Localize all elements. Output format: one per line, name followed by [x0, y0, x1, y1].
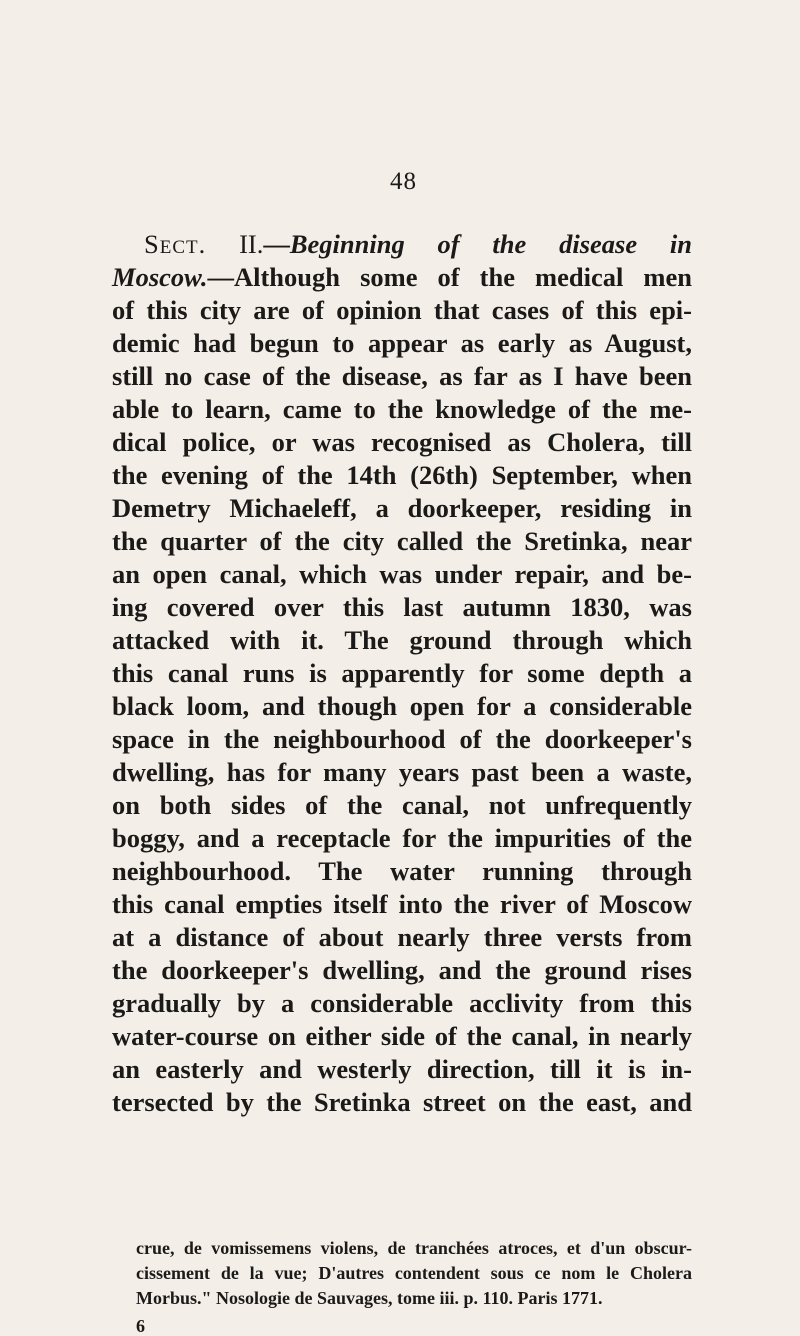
text-line: this canal empties itself into the river of Moscow: [112, 889, 692, 919]
text-line: neighbourhood. The water running through: [112, 856, 692, 886]
text-line: an open canal, which was under repair, and be-: [112, 559, 692, 589]
text-line: an easterly and westerly direction, till it is in-: [112, 1054, 692, 1084]
text-line: on both sides of the canal, not unfrequently: [112, 790, 692, 820]
section-title-continued: Moscow.: [112, 262, 208, 292]
text-line: at a distance of about nearly three versts from: [112, 922, 692, 952]
section-dash: —: [263, 229, 290, 259]
text-line: dical police, or was recognised as Cholera, till: [112, 427, 692, 457]
text-line: still no case of the disease, as far as I have been: [112, 361, 692, 391]
text-line: water-course on either side of the canal, in nearly: [112, 1021, 692, 1051]
text-line: [112, 261, 692, 294]
signature-mark: 6: [136, 1316, 145, 1336]
text-line: dwelling, has for many years past been a waste,: [112, 757, 692, 787]
footnote-line: crue, de vomissemens violens, de tranchées atroces, et d'un obscur-: [136, 1238, 692, 1258]
text-line: tersected by the Sretinka street on the east, and: [112, 1087, 692, 1117]
text-line: ing covered over this last autumn 1830, was: [112, 592, 692, 622]
section-number: II.: [239, 229, 264, 259]
text-line-content: —Although some of the medical men: [207, 262, 692, 292]
footnote-line: Morbus." Nosologie de Sauvages, tome iii. p. 110. Paris 1771.: [136, 1288, 603, 1308]
section-label: Sect.: [144, 229, 207, 259]
text-line: demic had begun to appear as early as August,: [112, 328, 692, 358]
section-heading-line: [112, 228, 692, 261]
text-line: the quarter of the city called the Sretinka, near: [112, 526, 692, 556]
text-line: space in the neighbourhood of the doorkeeper's: [112, 724, 692, 754]
text-line: of this city are of opinion that cases of this epi-: [112, 295, 692, 325]
page-number: 48: [390, 168, 417, 195]
footnote: [136, 1236, 692, 1311]
text-line: attacked with it. The ground through which: [112, 625, 692, 655]
text-line: this canal runs is apparently for some depth a: [112, 658, 692, 688]
body-text: [112, 228, 692, 1119]
text-line: the doorkeeper's dwelling, and the ground rises: [112, 955, 692, 985]
text-line: boggy, and a receptacle for the impurities of the: [112, 823, 692, 853]
text-line: able to learn, came to the knowledge of the me-: [112, 394, 692, 424]
text-line: black loom, and though open for a considerable: [112, 691, 692, 721]
footnote-line: cissement de la vue; D'autres contendent sous ce nom le Cholera: [136, 1263, 692, 1283]
text-line: Demetry Michaeleff, a doorkeeper, residing in: [112, 493, 692, 523]
text-line: the evening of the 14th (26th) September, when: [112, 460, 692, 490]
section-title: Beginning of the disease in: [289, 229, 692, 259]
text-line: gradually by a considerable acclivity from this: [112, 988, 692, 1018]
